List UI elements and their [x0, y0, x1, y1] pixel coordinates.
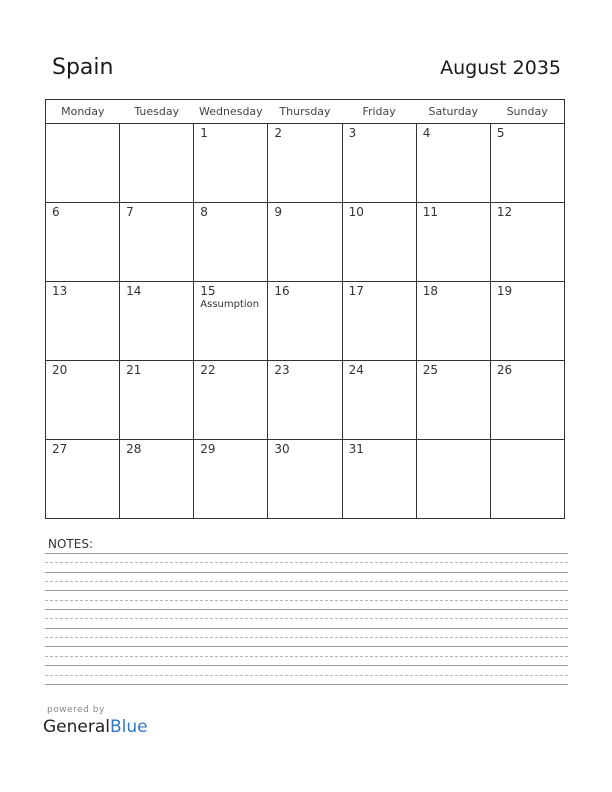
day-number: 8 — [200, 205, 208, 219]
day-cell — [46, 440, 120, 519]
day-cell — [194, 282, 268, 361]
weekday-tuesday: Tuesday — [120, 100, 194, 124]
day-number: 3 — [348, 126, 357, 140]
day-cell — [194, 203, 268, 282]
day-cell — [268, 203, 342, 282]
day-cell — [120, 124, 194, 203]
day-cell — [342, 282, 416, 361]
weekday-wednesday: Wednesday — [194, 100, 268, 124]
notes-guide-line — [45, 618, 568, 619]
day-cell — [490, 203, 564, 282]
day-number: 17 — [348, 284, 364, 298]
notes-label: NOTES: — [48, 537, 93, 551]
day-number: 21 — [126, 363, 142, 377]
day-cell — [268, 361, 342, 440]
day-cell — [194, 124, 268, 203]
day-number: 10 — [348, 205, 364, 219]
day-number: 15 — [200, 284, 216, 298]
day-cell — [416, 361, 490, 440]
day-number: 13 — [52, 284, 68, 298]
logo-text-general: General — [43, 717, 110, 737]
notes-guide-line — [45, 656, 568, 657]
weekday-header-row — [46, 100, 565, 124]
notes-line — [45, 553, 568, 554]
weekday-friday: Friday — [342, 100, 416, 124]
day-cell — [342, 124, 416, 203]
day-number: 28 — [126, 442, 142, 456]
day-cell — [416, 203, 490, 282]
day-cell — [342, 440, 416, 519]
week-row — [46, 203, 565, 282]
day-number: 20 — [52, 363, 68, 377]
day-number: 12 — [496, 205, 513, 219]
day-number: 9 — [274, 205, 283, 219]
day-cell — [120, 361, 194, 440]
generalblue-logo — [43, 717, 148, 737]
notes-guide-line — [45, 637, 568, 638]
notes-line — [45, 590, 568, 591]
day-number: 5 — [496, 126, 505, 140]
week-row — [46, 282, 565, 361]
day-number: 23 — [274, 363, 290, 377]
day-cell — [490, 361, 564, 440]
day-cell — [46, 203, 120, 282]
day-cell — [490, 282, 564, 361]
day-number: 29 — [200, 442, 216, 456]
notes-guide-line — [45, 581, 568, 582]
notes-line — [45, 609, 568, 610]
day-number: 7 — [126, 205, 134, 219]
day-number: 22 — [200, 363, 216, 377]
country-title: Spain — [52, 55, 114, 80]
day-number: 14 — [126, 284, 142, 298]
notes-line — [45, 646, 568, 647]
day-cell — [46, 361, 120, 440]
notes-line — [45, 665, 568, 666]
day-cell — [194, 361, 268, 440]
day-cell — [416, 440, 490, 519]
day-number: 11 — [422, 205, 438, 219]
day-cell — [490, 124, 564, 203]
day-cell — [120, 203, 194, 282]
day-number: 16 — [274, 284, 290, 298]
week-row — [46, 124, 565, 203]
day-number: 27 — [52, 442, 68, 456]
holiday-label: Assumption — [200, 299, 260, 310]
notes-line — [45, 628, 568, 629]
week-row — [46, 440, 565, 519]
notes-guide-line — [45, 562, 568, 563]
day-cell — [268, 124, 342, 203]
day-cell — [268, 282, 342, 361]
day-cell — [342, 361, 416, 440]
weekday-thursday: Thursday — [268, 100, 342, 124]
day-number: 30 — [274, 442, 290, 456]
day-cell — [416, 282, 490, 361]
weekday-monday: Monday — [46, 100, 120, 124]
logo-text-blue: Blue — [110, 717, 148, 737]
month-year-title: August 2035 — [440, 57, 561, 79]
day-cell — [194, 440, 268, 519]
day-number: 19 — [496, 284, 513, 298]
notes-line — [45, 684, 568, 685]
day-cell — [342, 203, 416, 282]
weekday-sunday: Sunday — [490, 100, 564, 124]
calendar-grid — [45, 99, 565, 519]
week-row — [46, 361, 565, 440]
day-cell — [120, 440, 194, 519]
day-cell — [46, 282, 120, 361]
powered-by-text: powered by — [47, 705, 105, 715]
day-number: 4 — [422, 126, 431, 140]
day-number: 1 — [200, 126, 208, 140]
day-cell — [416, 124, 490, 203]
day-cell — [490, 440, 564, 519]
notes-guide-line — [45, 600, 568, 601]
day-number: 25 — [422, 363, 438, 377]
day-cell — [268, 440, 342, 519]
weekday-saturday: Saturday — [416, 100, 490, 124]
day-number: 18 — [422, 284, 438, 298]
day-cell — [120, 282, 194, 361]
day-number: 2 — [274, 126, 283, 140]
day-cell — [46, 124, 120, 203]
day-number: 6 — [52, 205, 60, 219]
day-number: 24 — [348, 363, 364, 377]
day-number: 31 — [348, 442, 364, 456]
day-number: 26 — [496, 363, 513, 377]
notes-line — [45, 572, 568, 573]
notes-guide-line — [45, 675, 568, 676]
